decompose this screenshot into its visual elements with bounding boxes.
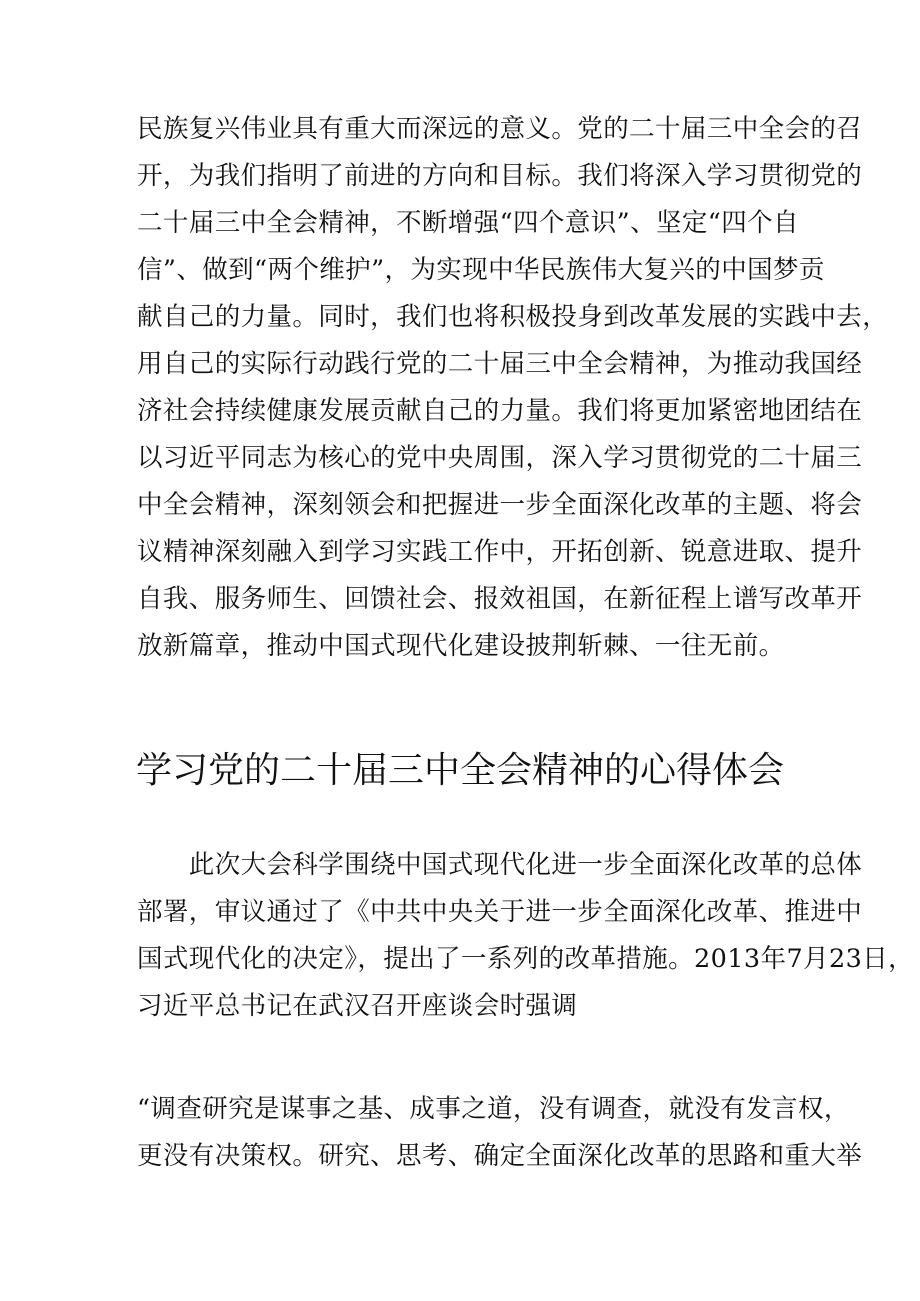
text-line: 习近平总书记在武汉召开座谈会时强调 bbox=[137, 991, 578, 1021]
text-line: 以习近平同志为核心的党中央周围，深入学习贯彻党的二十届三 bbox=[137, 443, 863, 473]
text-line: 议精神深刻融入到学习实践工作中，开拓创新、锐意进取、提升 bbox=[137, 537, 863, 567]
article-title: 学习党的二十届三中全会精神的心得体会 bbox=[135, 750, 784, 791]
text-line: 中全会精神，深刻领会和把握进一步全面深化改革的主题、将会 bbox=[137, 490, 863, 520]
text-line: 国式现代化的决定》，提出了一系列的改革措施。2013年7月23日， bbox=[137, 944, 915, 974]
text-line: 此次大会科学围绕中国式现代化进一步全面深化改革的总体 bbox=[137, 850, 863, 880]
text-line: “调查研究是谋事之基、成事之道，没有调查，就没有发言权， bbox=[137, 1094, 850, 1124]
text-line: 更没有决策权。研究、思考、确定全面深化改革的思路和重大举 bbox=[137, 1141, 863, 1171]
text-line: 用自己的实际行动践行党的二十届三中全会精神，为推动我国经 bbox=[137, 349, 863, 379]
text-line: 信”、做到“两个维护”，为实现中华民族伟大复兴的中国梦贡 bbox=[137, 255, 825, 285]
text-line: 自我、服务师生、回馈社会、报效祖国，在新征程上谱写改革开 bbox=[137, 584, 863, 614]
text-line: 献自己的力量。同时，我们也将积极投身到改革发展的实践中去， bbox=[137, 302, 889, 332]
text-line: 民族复兴伟业具有重大而深远的意义。党的二十届三中全会的召 bbox=[137, 114, 863, 144]
text-line: 部署，审议通过了《中共中央关于进一步全面深化改革、推进中 bbox=[137, 897, 863, 927]
text-line: 二十届三中全会精神，不断增强“四个意识”、坚定“四个自 bbox=[137, 208, 799, 238]
text-line: 放新篇章，推动中国式现代化建设披荆斩棘、一往无前。 bbox=[137, 631, 785, 661]
text-line: 开，为我们指明了前进的方向和目标。我们将深入学习贯彻党的 bbox=[137, 161, 863, 191]
text-line: 济社会持续健康发展贡献自己的力量。我们将更加紧密地团结在 bbox=[137, 396, 863, 426]
